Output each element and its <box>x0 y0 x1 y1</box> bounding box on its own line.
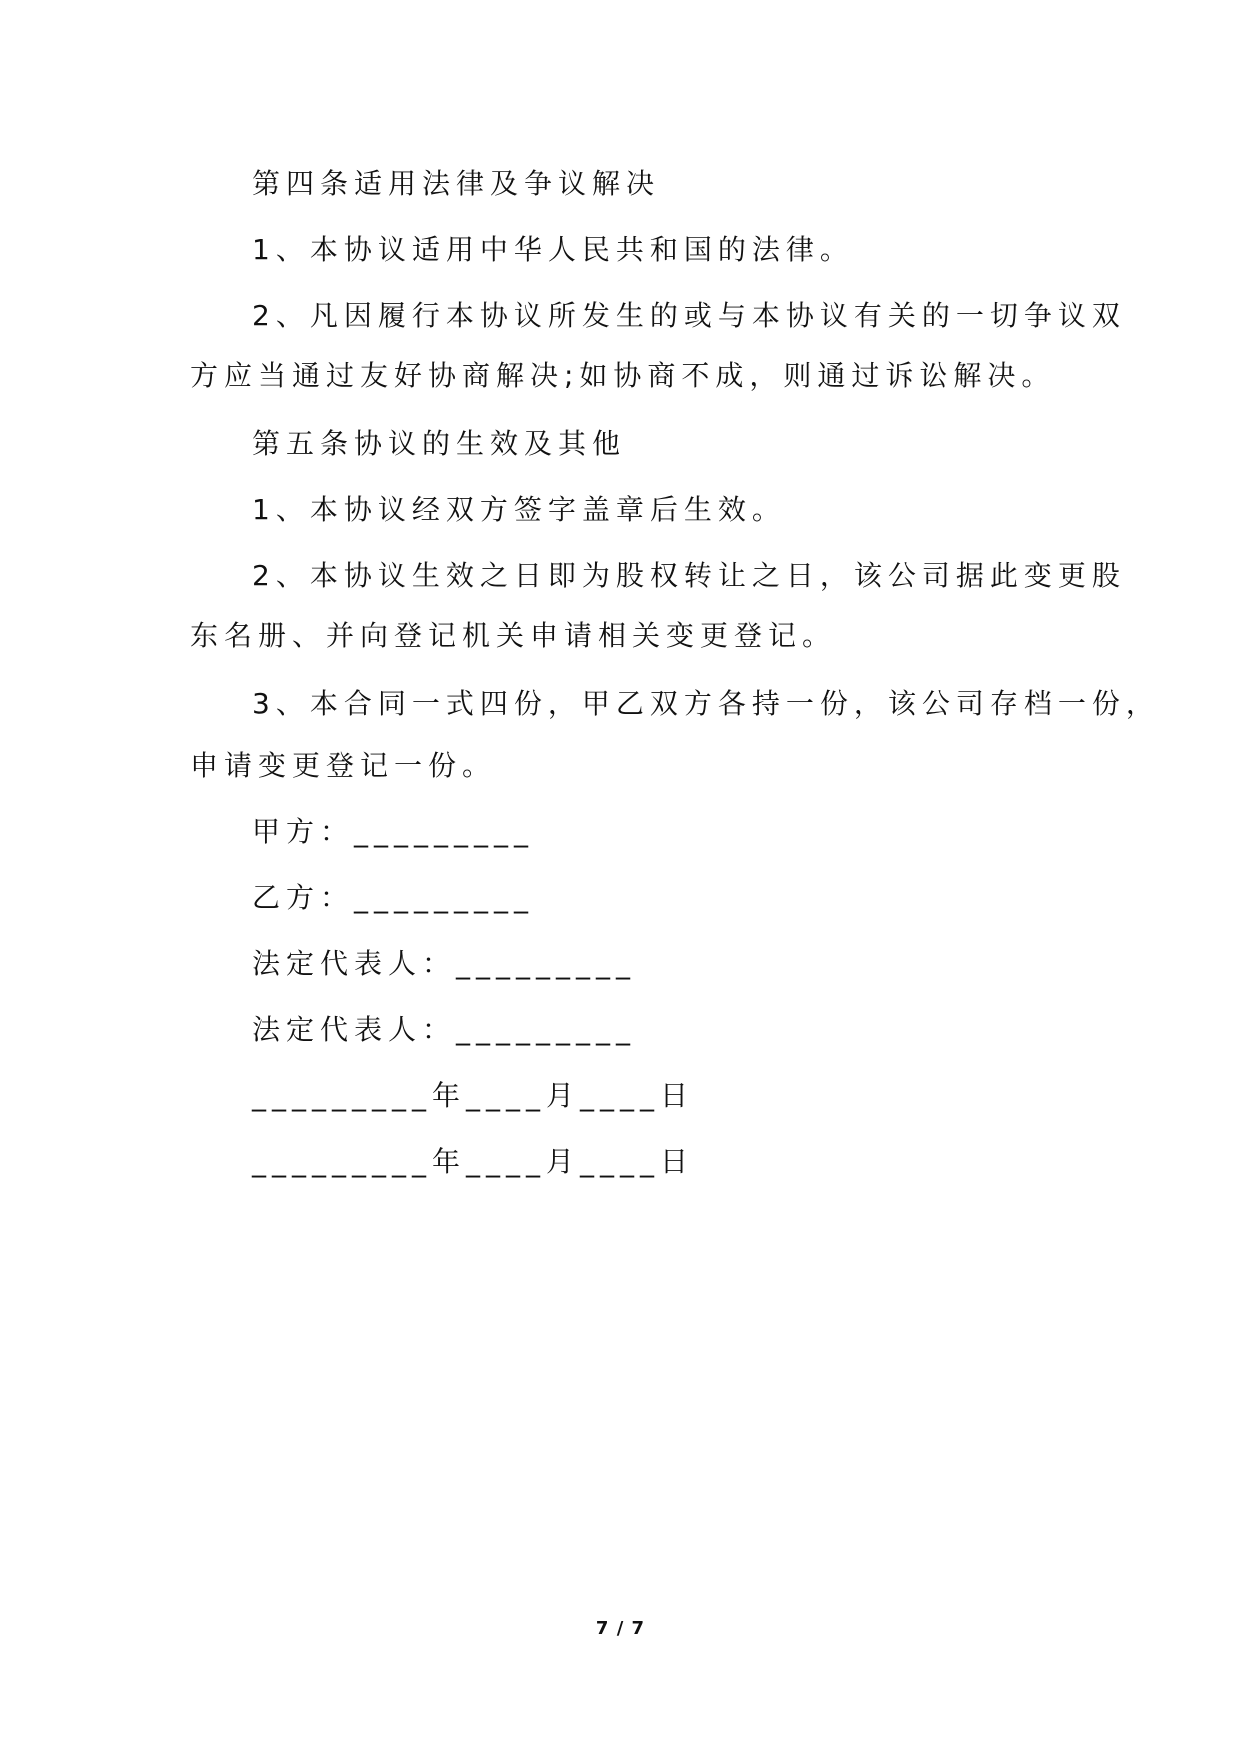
page-number: 7 / 7 <box>595 1618 646 1639</box>
signature-date: _________年____月____日 <box>252 1079 695 1112</box>
signature-date: _________年____月____日 <box>252 1145 695 1178</box>
section-heading-article-4: 第四条适用法律及争议解决 <box>252 167 661 200</box>
signature-party-a: 甲方：_________ <box>252 815 535 848</box>
paragraph-line: 3、本合同一式四份，甲乙双方各持一份，该公司存档一份， <box>252 687 1160 720</box>
signature-legal-rep: 法定代表人：_________ <box>252 947 637 980</box>
signature-legal-rep: 法定代表人：_________ <box>252 1013 637 1046</box>
paragraph-line: 2、凡因履行本协议所发生的或与本协议有关的一切争议双 <box>252 299 1126 332</box>
paragraph-line: 方应当通过友好协商解决;如协商不成，则通过诉讼解决。 <box>190 359 1056 392</box>
paragraph-line: 2、本协议生效之日即为股权转让之日，该公司据此变更股 <box>252 559 1126 592</box>
paragraph-line: 东名册、并向登记机关申请相关变更登记。 <box>190 619 837 652</box>
paragraph-line: 1、本协议适用中华人民共和国的法律。 <box>252 233 854 266</box>
section-heading-article-5: 第五条协议的生效及其他 <box>252 427 627 460</box>
signature-party-b: 乙方：_________ <box>252 881 535 914</box>
paragraph-line: 申请变更登记一份。 <box>190 749 497 782</box>
paragraph-line: 1、本协议经双方签字盖章后生效。 <box>252 493 786 526</box>
